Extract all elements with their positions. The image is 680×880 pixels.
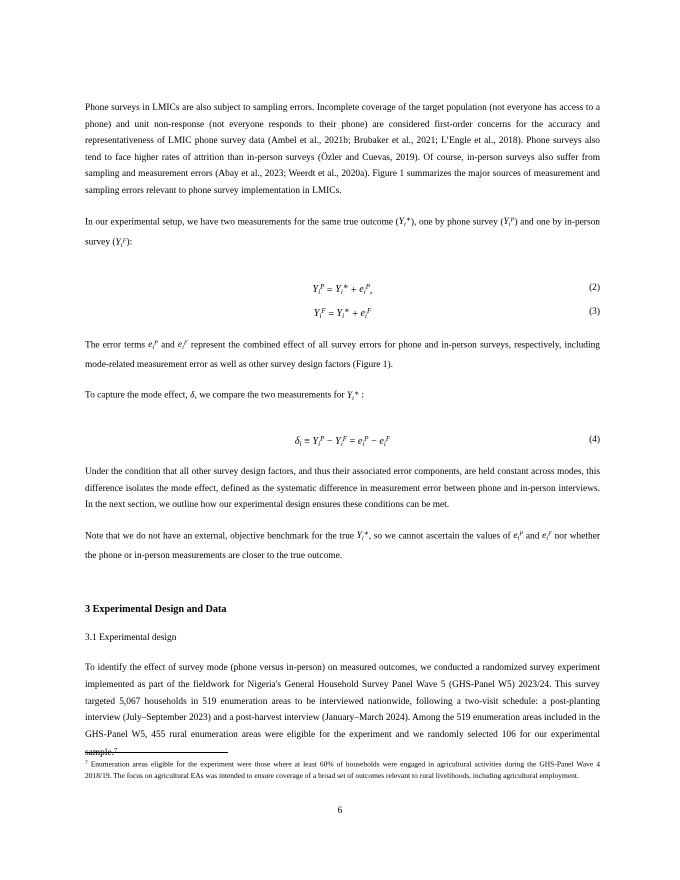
equation-2-lhs xyxy=(313,284,325,295)
inline-math-y-star-sup: ∗ xyxy=(405,214,411,224)
inline-math-e-phone-1-sup: P xyxy=(154,339,159,347)
equation-4-term-1-sub: i xyxy=(318,440,321,448)
equation-4-term-1-sup: P xyxy=(320,436,325,444)
inline-math-e-phone-1-sub: i xyxy=(152,343,155,351)
inline-math-e-phone-2 xyxy=(513,531,523,541)
paragraph-survey-mode-identification-text: To identify the effect of survey mode (phone versus in-person) on measured outcomes, we conducted a randomized survey experiment implemented as part of the fieldwork for Nigeria's General Household Survey Panel Wave 5 (GHS-Panel W5) 2023/24. This survey targeted 5,067 households in 519 enumeration areas to be interviewed nationwide, following a two-visit schedule: a post-planting interview (July–September 2023) and a post-harvest interview (January–March 2024). Among the 519 enumeration areas included in the GHS-Panel W5, 455 rural enumeration areas were eligible for the experiment and we randomly selected 106 for our experimental sample. xyxy=(85,663,600,759)
inline-math-e-phone-1-var: e xyxy=(148,340,153,351)
inline-math-e-facetoface-2-sup: F xyxy=(548,530,552,538)
equation-spacer-top xyxy=(85,266,600,276)
equation-3-rhs-1 xyxy=(336,308,349,319)
paragraph-no-benchmark-text-4: nor whether the phone or in-person measurements are closer to the true outcome. xyxy=(85,531,601,561)
equation-2-lhs-var: Y xyxy=(312,284,319,296)
equation-4-term-2 xyxy=(335,436,347,447)
paragraph-error-terms xyxy=(85,336,600,374)
inline-math-y-star-var: Y xyxy=(398,217,405,228)
equation-2-rhs-2 xyxy=(359,284,370,295)
inline-math-y-star xyxy=(398,214,411,228)
equation-4-term-4-sup: F xyxy=(385,436,391,444)
equation-2-rhs-1-var: Y xyxy=(335,284,341,296)
paragraph-no-benchmark-text-3: and xyxy=(523,531,543,542)
footnote-7-text: Enumeration areas eligible for the experiment were those where at least 60% of households were engaged in agricultural activities during the GHS-Panel Wave 4 2018/19. The focus on agricultural EAs was intended to ensure coverage of a broad set of outcomes relevant to rural livelihoods, including agricultural employment. xyxy=(85,759,601,780)
inline-math-e-facetoface-2-var: e xyxy=(542,531,547,542)
equation-2-rhs-2-sup: P xyxy=(365,284,370,292)
inline-math-y-star-3 xyxy=(356,528,369,543)
equation-2 xyxy=(85,276,600,300)
equation-4 xyxy=(85,428,600,452)
inline-math-e-facetoface-1-var: e xyxy=(177,340,183,351)
equation-3-lhs-var: Y xyxy=(313,308,320,320)
equation-4-term-2-sub: i xyxy=(340,440,343,448)
equation-4-spacer-top xyxy=(85,418,600,428)
equation-2-relation: = xyxy=(326,284,333,296)
equation-3-rhs-1-var: Y xyxy=(336,308,343,320)
equation-3-rhs-1-sub: i xyxy=(342,313,345,321)
inline-math-e-facetoface-2 xyxy=(542,531,552,541)
inline-math-e-facetoface-1-sub: i xyxy=(182,343,184,351)
inline-math-y-star-2-var: Y xyxy=(346,390,353,401)
equation-4-term-3-var: e xyxy=(357,436,363,447)
equation-4-term-4-sub: i xyxy=(383,440,386,448)
inline-math-e-phone-2-sub: i xyxy=(517,535,520,543)
equation-3-rhs-2-var: e xyxy=(360,308,366,320)
paragraph-sampling-errors: Phone surveys in LMICs are also subject to sampling errors. Incomplete coverage of the target population (not everyone has access to a phone) and unit non-response (not everyone responds to their phone) are considered first-order concerns for the accuracy and representativeness of LMIC phone survey data (Ambel et al., 2021b; Brubaker et al., 2021; L’Engle et al., 2018). Phone surveys also tend to face higher rates of attrition than in-person surveys (Özler and Cuevas, 2019). Of course, in-person surveys also suffer from sampling and measurement errors (Abay et al., 2023; Weerdt et al., 2020a). Figure 1 summarizes the major sources of measurement and sampling errors relevant to phone survey implementation in LMICs. xyxy=(85,103,600,196)
paragraph-experimental-setup xyxy=(85,212,600,255)
equation-4-body xyxy=(85,428,600,457)
inline-math-y-facetoface-var: Y xyxy=(115,238,121,249)
equation-3-number: (3) xyxy=(589,306,600,317)
equation-4-relation-2: = xyxy=(349,436,356,447)
inline-math-y-phone-sup: P xyxy=(510,216,515,224)
paragraph-experimental-setup-text-3: ) and one by in-person survey ( xyxy=(85,217,600,249)
equation-2-operator: + xyxy=(350,284,357,296)
inline-math-e-facetoface-1-sup: F xyxy=(183,339,188,347)
equation-2-trailing: , xyxy=(369,284,373,296)
paragraph-experimental-setup-text-4: ): xyxy=(126,238,133,249)
equation-3-lhs-sup: F xyxy=(321,308,326,316)
inline-math-e-phone-1 xyxy=(148,340,158,350)
inline-math-e-phone-2-var: e xyxy=(513,531,518,542)
inline-math-y-star-3-var: Y xyxy=(356,531,362,542)
inline-math-y-phone-sub: i xyxy=(508,220,511,228)
equation-4-relation-1: ≡ xyxy=(304,436,310,447)
footnote-separator-rule xyxy=(85,752,228,753)
equation-4-operator-2: − xyxy=(371,436,377,447)
equation-3-relation: = xyxy=(328,308,334,320)
equation-3-body xyxy=(85,300,600,330)
equation-4-term-4 xyxy=(379,436,390,447)
paragraph-survey-mode-identification xyxy=(85,660,600,761)
paragraph-mode-effect xyxy=(85,385,600,407)
equation-3-operator: + xyxy=(352,308,358,320)
equation-2-lhs-sup: P xyxy=(320,284,325,292)
equation-4-term-3 xyxy=(358,436,369,447)
equation-3-lhs xyxy=(314,308,326,319)
equation-4-term-1 xyxy=(312,436,324,447)
equation-2-rhs-2-var: e xyxy=(359,284,364,296)
paragraph-mode-effect-text-3: : xyxy=(359,390,365,401)
section-spacer xyxy=(85,576,600,602)
equation-3-rhs-2 xyxy=(360,308,371,319)
equation-4-term-2-sup: F xyxy=(342,436,347,444)
equation-4-term-1-var: Y xyxy=(312,436,319,447)
equation-4-delta-var: δ xyxy=(294,436,300,447)
equation-2-number: (2) xyxy=(589,282,600,293)
footnote-area xyxy=(85,752,600,781)
inline-math-y-star-3-sub: i xyxy=(361,535,364,543)
paragraph-experimental-setup-text-2: ), one by phone survey ( xyxy=(410,217,504,228)
equation-3 xyxy=(85,300,600,324)
equation-2-lhs-sub: i xyxy=(318,289,321,297)
equation-4-term-2-var: Y xyxy=(335,436,341,447)
paragraph-error-terms-text-2: and xyxy=(158,340,178,351)
footnote-7 xyxy=(85,758,600,781)
subsection-heading-experimental-design: 3.1 Experimental design xyxy=(85,633,177,644)
equation-2-rhs-1-sub: i xyxy=(340,289,343,297)
paragraph-mode-effect-condition: Under the condition that all other survey design factors, and thus their associated error components, are held constant across modes, this difference isolates the mode effect, defined as the systematic difference in measurement error between phone and in-person interviews. In the next section, we outline how our experimental design ensures these conditions can be met. xyxy=(85,467,600,511)
footnote-7-marker: 7 xyxy=(85,760,88,766)
inline-math-delta: δ xyxy=(190,390,195,401)
inline-math-y-facetoface-sup: F xyxy=(122,237,127,245)
paragraph-experimental-setup-text-1: In our experimental setup, we have two measurements for the same true outcome ( xyxy=(85,217,399,228)
paragraph-no-benchmark-text-2: , so we cannot ascertain the values of xyxy=(368,531,514,542)
equation-3-rhs-1-sup: ∗ xyxy=(344,306,350,316)
equation-3-lhs-sub: i xyxy=(319,313,322,321)
inline-math-y-star-2-sub: i xyxy=(352,394,354,402)
footnote-reference-7[interactable]: 7 xyxy=(113,747,118,755)
equation-4-delta-sub: i xyxy=(299,440,302,448)
equation-4-operator-1: − xyxy=(326,436,333,447)
equation-2-rhs-1-sup: ∗ xyxy=(342,282,349,292)
inline-math-e-phone-2-sup: P xyxy=(519,530,524,538)
equation-4-delta xyxy=(295,436,302,447)
inline-math-y-facetoface xyxy=(116,238,127,248)
paragraph-mode-effect-text-1: To capture the mode effect, xyxy=(85,390,191,401)
paragraph-error-terms-text-3: represent the combined effect of all survey errors for phone and in-person surveys, respectively, including mode-related measurement error as well as other survey design factors (Figure 1). xyxy=(85,340,600,370)
equation-4-term-3-sup: P xyxy=(364,436,369,444)
inline-math-y-phone-var: Y xyxy=(503,217,509,228)
paragraph-no-benchmark-text-1: Note that we do not have an external, objective benchmark for the true xyxy=(85,531,357,542)
equation-4-number: (4) xyxy=(589,435,600,446)
inline-math-y-star-2 xyxy=(346,388,360,402)
equation-3-rhs-2-sup: F xyxy=(366,308,372,316)
text-column xyxy=(85,100,600,774)
paragraph-error-terms-text-1: The error terms xyxy=(85,340,149,351)
inline-math-y-star-sub: i xyxy=(404,220,406,228)
paragraph-no-benchmark xyxy=(85,526,600,565)
inline-math-e-facetoface-1 xyxy=(178,340,188,350)
paragraph-mode-effect-text-2: , we compare the two measurements for xyxy=(194,390,347,401)
equation-2-rhs-1 xyxy=(335,284,348,295)
inline-math-e-facetoface-2-sub: i xyxy=(546,535,549,543)
inline-math-y-star-3-sup: ∗ xyxy=(363,528,369,538)
page-number: 6 xyxy=(337,806,343,816)
equation-2-rhs-2-sub: i xyxy=(363,289,366,297)
equation-3-rhs-2-sub: i xyxy=(365,313,367,321)
section-heading-experimental-design-and-data: 3 Experimental Design and Data xyxy=(85,604,227,616)
inline-math-y-phone xyxy=(504,217,515,227)
equation-4-term-3-sub: i xyxy=(362,440,365,448)
inline-math-y-facetoface-sub: i xyxy=(120,241,123,249)
inline-math-y-star-2-sup: ∗ xyxy=(353,388,360,398)
equation-4-term-4-var: e xyxy=(379,436,384,447)
